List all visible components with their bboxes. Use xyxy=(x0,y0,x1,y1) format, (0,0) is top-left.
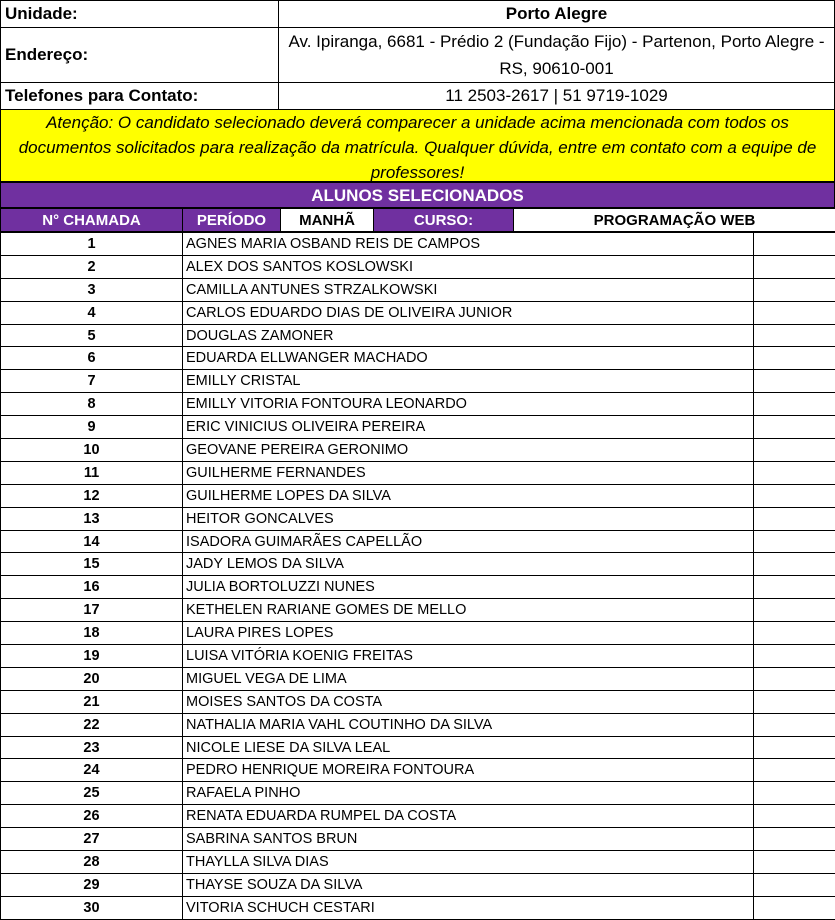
table-row xyxy=(1,576,835,599)
student-name: HEITOR GONCALVES xyxy=(183,507,754,530)
table-row xyxy=(1,530,835,553)
empty-cell xyxy=(754,393,835,416)
call-number: 2 xyxy=(1,255,183,278)
unit-info-table xyxy=(0,0,835,110)
empty-cell xyxy=(754,439,835,462)
call-number: 10 xyxy=(1,439,183,462)
list-header xyxy=(0,208,835,232)
call-number: 19 xyxy=(1,645,183,668)
call-number: 11 xyxy=(1,461,183,484)
table-row xyxy=(1,759,835,782)
call-number: 9 xyxy=(1,416,183,439)
call-number: 14 xyxy=(1,530,183,553)
table-row xyxy=(1,713,835,736)
student-list xyxy=(0,232,835,920)
table-row xyxy=(1,393,835,416)
empty-cell xyxy=(754,805,835,828)
unidade-label: Unidade: xyxy=(1,1,279,28)
student-name: EMILLY VITORIA FONTOURA LEONARDO xyxy=(183,393,754,416)
empty-cell xyxy=(754,370,835,393)
student-name: ERIC VINICIUS OLIVEIRA PEREIRA xyxy=(183,416,754,439)
table-row xyxy=(1,690,835,713)
telefones-value: 11 2503-2617 | 51 9719-1029 xyxy=(279,83,835,110)
student-name: RENATA EDUARDA RUMPEL DA COSTA xyxy=(183,805,754,828)
empty-cell xyxy=(754,851,835,874)
unit-row xyxy=(1,1,835,28)
empty-cell xyxy=(754,713,835,736)
telefones-label: Telefones para Contato: xyxy=(1,83,279,110)
empty-cell xyxy=(754,645,835,668)
empty-cell xyxy=(754,576,835,599)
endereco-label: Endereço: xyxy=(1,28,279,83)
chamada-header: N° CHAMADA xyxy=(1,209,183,232)
student-name: CAMILLA ANTUNES STRZALKOWSKI xyxy=(183,278,754,301)
empty-cell xyxy=(754,324,835,347)
table-row xyxy=(1,782,835,805)
endereco-value: Av. Ipiranga, 6681 - Prédio 2 (Fundação Fijo) - Partenon, Porto Alegre - RS, 90610-001 xyxy=(279,28,835,83)
call-number: 20 xyxy=(1,667,183,690)
call-number: 21 xyxy=(1,690,183,713)
table-row xyxy=(1,370,835,393)
empty-cell xyxy=(754,828,835,851)
call-number: 13 xyxy=(1,507,183,530)
call-number: 7 xyxy=(1,370,183,393)
student-name: NICOLE LIESE DA SILVA LEAL xyxy=(183,736,754,759)
address-row xyxy=(1,28,835,83)
call-number: 15 xyxy=(1,553,183,576)
student-name: NATHALIA MARIA VAHL COUTINHO DA SILVA xyxy=(183,713,754,736)
call-number: 8 xyxy=(1,393,183,416)
empty-cell xyxy=(754,782,835,805)
table-row xyxy=(1,851,835,874)
table-row xyxy=(1,301,835,324)
unidade-value: Porto Alegre xyxy=(279,1,835,28)
student-name: CARLOS EDUARDO DIAS DE OLIVEIRA JUNIOR xyxy=(183,301,754,324)
empty-cell xyxy=(754,233,835,256)
call-number: 5 xyxy=(1,324,183,347)
call-number: 12 xyxy=(1,484,183,507)
table-row xyxy=(1,896,835,919)
empty-cell xyxy=(754,553,835,576)
empty-cell xyxy=(754,461,835,484)
table-row xyxy=(1,347,835,370)
call-number: 26 xyxy=(1,805,183,828)
attention-notice: Atenção: O candidato selecionado deverá comparecer a unidade acima mencionada com todos os documentos solicitados para realização da matrícula. Qualquer dúvida, entre em contato com a equipe de professores! xyxy=(0,110,835,182)
student-name: EMILLY CRISTAL xyxy=(183,370,754,393)
phone-row xyxy=(1,83,835,110)
call-number: 27 xyxy=(1,828,183,851)
empty-cell xyxy=(754,530,835,553)
call-number: 3 xyxy=(1,278,183,301)
empty-cell xyxy=(754,667,835,690)
student-name: DOUGLAS ZAMONER xyxy=(183,324,754,347)
periodo-value: MANHÃ xyxy=(281,209,374,232)
student-name: THAYSE SOUZA DA SILVA xyxy=(183,873,754,896)
table-row xyxy=(1,255,835,278)
student-name: JADY LEMOS DA SILVA xyxy=(183,553,754,576)
call-number: 18 xyxy=(1,622,183,645)
call-number: 24 xyxy=(1,759,183,782)
empty-cell xyxy=(754,301,835,324)
student-name: GEOVANE PEREIRA GERONIMO xyxy=(183,439,754,462)
table-row xyxy=(1,439,835,462)
table-row xyxy=(1,667,835,690)
student-name: PEDRO HENRIQUE MOREIRA FONTOURA xyxy=(183,759,754,782)
call-number: 17 xyxy=(1,599,183,622)
table-row xyxy=(1,416,835,439)
table-row xyxy=(1,599,835,622)
table-row xyxy=(1,461,835,484)
student-name: AGNES MARIA OSBAND REIS DE CAMPOS xyxy=(183,233,754,256)
call-number: 6 xyxy=(1,347,183,370)
student-name: GUILHERME FERNANDES xyxy=(183,461,754,484)
table-row xyxy=(1,828,835,851)
call-number: 16 xyxy=(1,576,183,599)
student-name: THAYLLA SILVA DIAS xyxy=(183,851,754,874)
empty-cell xyxy=(754,896,835,919)
empty-cell xyxy=(754,622,835,645)
student-name: LUISA VITÓRIA KOENIG FREITAS xyxy=(183,645,754,668)
call-number: 28 xyxy=(1,851,183,874)
student-name: EDUARDA ELLWANGER MACHADO xyxy=(183,347,754,370)
student-name: KETHELEN RARIANE GOMES DE MELLO xyxy=(183,599,754,622)
student-name: ALEX DOS SANTOS KOSLOWSKI xyxy=(183,255,754,278)
call-number: 25 xyxy=(1,782,183,805)
periodo-header: PERÍODO xyxy=(183,209,281,232)
empty-cell xyxy=(754,255,835,278)
table-row xyxy=(1,736,835,759)
student-name: MIGUEL VEGA DE LIMA xyxy=(183,667,754,690)
empty-cell xyxy=(754,347,835,370)
student-name: ISADORA GUIMARÃES CAPELLÃO xyxy=(183,530,754,553)
call-number: 29 xyxy=(1,873,183,896)
curso-header: CURSO: xyxy=(374,209,514,232)
call-number: 4 xyxy=(1,301,183,324)
empty-cell xyxy=(754,484,835,507)
student-name: LAURA PIRES LOPES xyxy=(183,622,754,645)
empty-cell xyxy=(754,759,835,782)
empty-cell xyxy=(754,599,835,622)
section-title: ALUNOS SELECIONADOS xyxy=(0,182,835,208)
call-number: 22 xyxy=(1,713,183,736)
student-name: JULIA BORTOLUZZI NUNES xyxy=(183,576,754,599)
table-row xyxy=(1,805,835,828)
table-row xyxy=(1,507,835,530)
student-name: GUILHERME LOPES DA SILVA xyxy=(183,484,754,507)
empty-cell xyxy=(754,416,835,439)
table-row xyxy=(1,645,835,668)
call-number: 30 xyxy=(1,896,183,919)
student-name: MOISES SANTOS DA COSTA xyxy=(183,690,754,713)
table-row xyxy=(1,278,835,301)
empty-cell xyxy=(754,690,835,713)
student-name: SABRINA SANTOS BRUN xyxy=(183,828,754,851)
table-row xyxy=(1,233,835,256)
table-row xyxy=(1,622,835,645)
student-name: VITORIA SCHUCH CESTARI xyxy=(183,896,754,919)
empty-cell xyxy=(754,507,835,530)
student-name: RAFAELA PINHO xyxy=(183,782,754,805)
call-number: 1 xyxy=(1,233,183,256)
call-number: 23 xyxy=(1,736,183,759)
table-row xyxy=(1,324,835,347)
curso-value: PROGRAMAÇÃO WEB xyxy=(514,209,835,232)
empty-cell xyxy=(754,736,835,759)
empty-cell xyxy=(754,278,835,301)
table-row xyxy=(1,484,835,507)
table-row xyxy=(1,553,835,576)
